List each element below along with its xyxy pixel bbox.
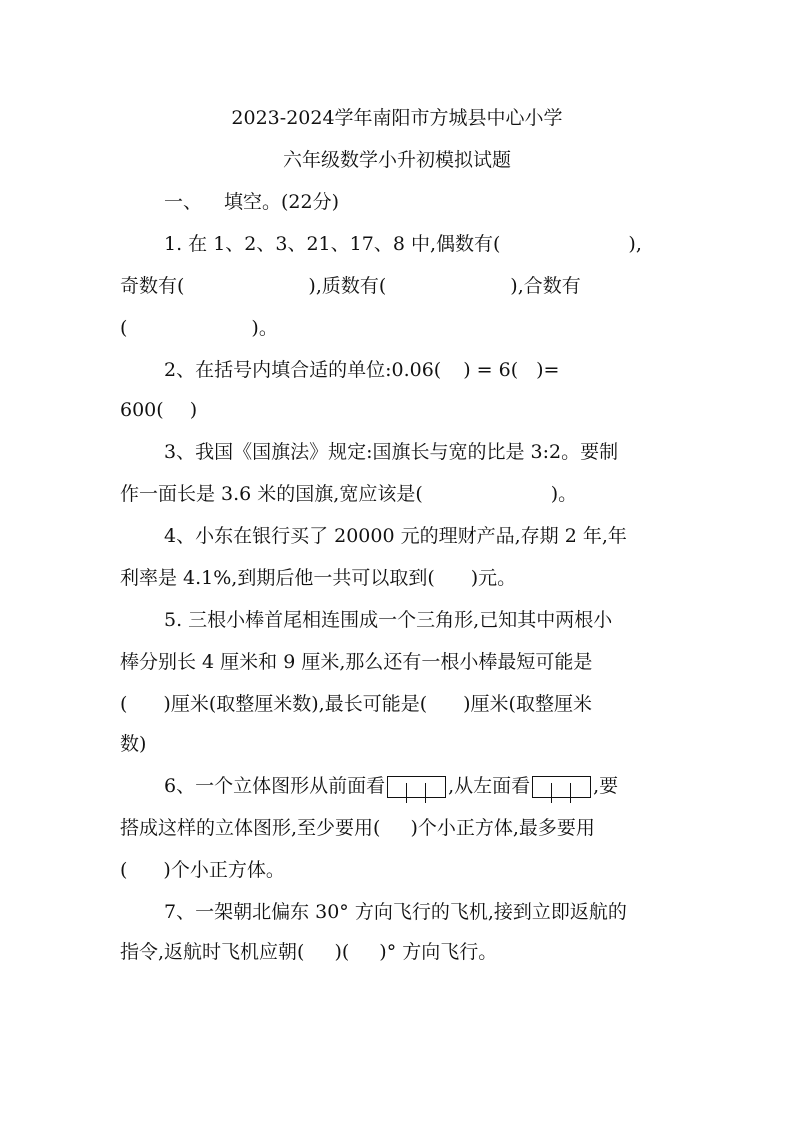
left-view-figure (532, 776, 591, 798)
exam-subtitle: 六年级数学小升初模拟试题 (282, 149, 511, 171)
question-1-line-1: 1. 在 1、2、3、21、17、8 中,偶数有( ), (164, 233, 642, 255)
question-2-line-2: 600( ) (120, 399, 198, 421)
question-5-line-2: 棒分别长 4 厘米和 9 厘米,那么还有一根小棒最短可能是 (120, 651, 593, 673)
question-3-line-2: 作一面长是 3.6 米的国旗,宽应该是( )。 (120, 483, 578, 505)
question-6-line-2: 搭成这样的立体图形,至少要用( )个小正方体,最多要用 (120, 817, 595, 839)
question-6-line-3: ( )个小正方体。 (120, 859, 285, 881)
question-6-line-1: 6、一个立体图形从前面看 ,从左面看 ,要 (120, 766, 670, 806)
exam-title: 2023-2024学年南阳市方城县中心小学 (231, 107, 563, 129)
question-3-line-1: 3、我国《国旗法》规定:国旗长与宽的比是 3:2。要制 (164, 441, 619, 463)
question-7-line-2: 指令,返航时飞机应朝( )( )° 方向飞行。 (120, 941, 498, 963)
section-number: 一、 (164, 191, 203, 213)
question-1-line-3: ( )。 (120, 317, 278, 339)
question-5-line-1: 5. 三根小棒首尾相连围成一个三角形,已知其中两根小 (164, 609, 613, 631)
question-1-line-2: 奇数有( ),质数有( ),合数有 (120, 275, 581, 297)
question-4-line-1: 4、小东在银行买了 20000 元的理财产品,存期 2 年,年 (164, 525, 627, 547)
question-4-line-2: 利率是 4.1%,到期后他一共可以取到( )元。 (120, 567, 517, 589)
question-7-line-1: 7、一架朝北偏东 30° 方向飞行的飞机,接到立即返航的 (164, 901, 627, 923)
front-view-figure (387, 776, 446, 798)
question-5-line-4: 数) (120, 733, 147, 755)
section-heading-text: 填空。(22分) (224, 191, 340, 213)
section-heading (120, 182, 670, 222)
question-2-line-1: 2、在括号内填合适的单位:0.06( ) = 6( )= (164, 359, 560, 381)
question-5-line-3: ( )厘米(取整厘米数),最长可能是( )厘米(取整厘米 (120, 693, 592, 715)
